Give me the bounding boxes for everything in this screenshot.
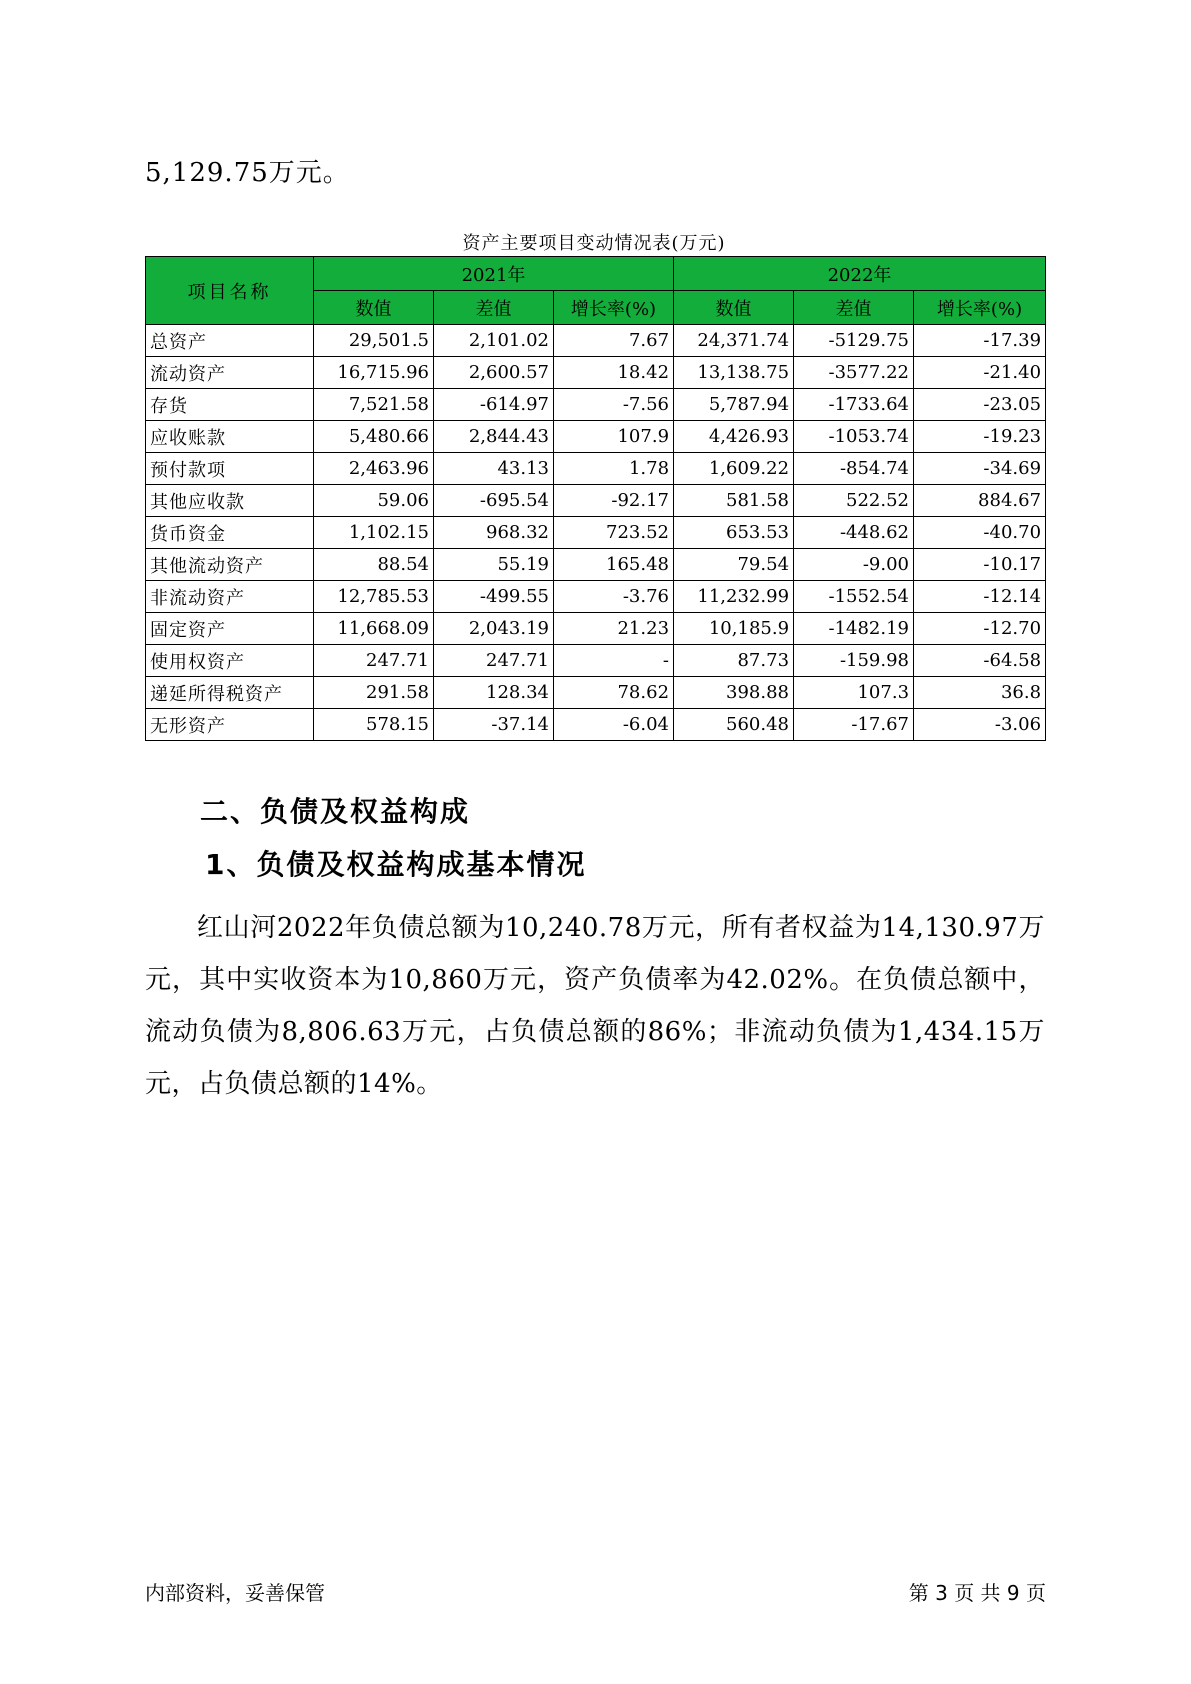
row-name: 存货 [146,389,314,421]
value-2022: 79.54 [674,549,794,581]
diff-2022: -159.98 [794,645,914,677]
value-2022: 13,138.75 [674,357,794,389]
table-row [146,325,1046,357]
diff-2021: 2,043.19 [434,613,554,645]
table-header-row-years [146,257,1046,291]
value-2022: 581.58 [674,485,794,517]
value-2021: 59.06 [314,485,434,517]
value-2021: 29,501.5 [314,325,434,357]
rate-2022: -34.69 [914,453,1046,485]
value-2022: 560.48 [674,709,794,741]
header-project-name: 项目名称 [146,257,314,325]
rate-2022: -23.05 [914,389,1046,421]
header-diff-2021: 差值 [434,291,554,325]
table-row [146,645,1046,677]
table-row [146,613,1046,645]
rate-2021: 21.23 [554,613,674,645]
table-row [146,357,1046,389]
value-2022: 653.53 [674,517,794,549]
rate-2021: -92.17 [554,485,674,517]
rate-2022: -3.06 [914,709,1046,741]
asset-change-table [145,256,1046,741]
row-name: 非流动资产 [146,581,314,613]
diff-2021: 2,844.43 [434,421,554,453]
rate-2022: -19.23 [914,421,1046,453]
table-row [146,389,1046,421]
diff-2021: 2,600.57 [434,357,554,389]
table-caption: 资产主要项目变动情况表(万元) [462,233,726,254]
diff-2022: 107.3 [794,677,914,709]
table-row [146,549,1046,581]
rate-2022: -10.17 [914,549,1046,581]
rate-2021: -7.56 [554,389,674,421]
value-2021: 247.71 [314,645,434,677]
header-year-2021: 2021年 [314,257,674,291]
rate-2022: 884.67 [914,485,1046,517]
table-row [146,709,1046,741]
rate-2022: -21.40 [914,357,1046,389]
value-2021: 5,480.66 [314,421,434,453]
value-2022: 4,426.93 [674,421,794,453]
row-name: 递延所得税资产 [146,677,314,709]
table-row [146,677,1046,709]
diff-2022: -17.67 [794,709,914,741]
diff-2021: 43.13 [434,453,554,485]
diff-2022: 522.52 [794,485,914,517]
table-row [146,453,1046,485]
diff-2022: -1053.74 [794,421,914,453]
rate-2021: -3.76 [554,581,674,613]
rate-2022: -17.39 [914,325,1046,357]
row-name: 流动资产 [146,357,314,389]
value-2022: 10,185.9 [674,613,794,645]
header-diff-2022: 差值 [794,291,914,325]
row-name: 其他应收款 [146,485,314,517]
body-paragraph: 红山河2022年负债总额为10,240.78万元，所有者权益为14,130.97万元，其中实收资本为10,860万元，资产负债率为42.02%。在负债总额中，流动负债为8,806.63万元，占负债总额的86%；非流动负债为1,434.15万元，占负债总额的14%。 [145,913,1045,1099]
row-name: 固定资产 [146,613,314,645]
header-value-2022: 数值 [674,291,794,325]
rate-2022: -40.70 [914,517,1046,549]
value-2021: 7,521.58 [314,389,434,421]
value-2021: 578.15 [314,709,434,741]
continuation-text: 5,129.75万元。 [145,158,350,188]
rate-2021: 7.67 [554,325,674,357]
value-2021: 11,668.09 [314,613,434,645]
diff-2022: -1733.64 [794,389,914,421]
diff-2021: -695.54 [434,485,554,517]
value-2022: 5,787.94 [674,389,794,421]
table-row [146,421,1046,453]
rate-2021: 165.48 [554,549,674,581]
row-name: 其他流动资产 [146,549,314,581]
diff-2022: -3577.22 [794,357,914,389]
diff-2022: -5129.75 [794,325,914,357]
rate-2022: -12.70 [914,613,1046,645]
value-2021: 88.54 [314,549,434,581]
rate-2021: 18.42 [554,357,674,389]
diff-2022: -1552.54 [794,581,914,613]
table-row [146,485,1046,517]
header-rate-2022: 增长率(%) [914,291,1046,325]
table-row [146,581,1046,613]
value-2021: 2,463.96 [314,453,434,485]
value-2021: 1,102.15 [314,517,434,549]
diff-2021: 55.19 [434,549,554,581]
footer-page-number: 第 3 页 共 9 页 [908,1581,1046,1605]
rate-2021: 1.78 [554,453,674,485]
value-2022: 24,371.74 [674,325,794,357]
rate-2021: 78.62 [554,677,674,709]
subsection-heading: 1、负债及权益构成基本情况 [205,848,587,881]
value-2022: 11,232.99 [674,581,794,613]
diff-2021: 247.71 [434,645,554,677]
rate-2021: -6.04 [554,709,674,741]
rate-2021: - [554,645,674,677]
diff-2021: 2,101.02 [434,325,554,357]
rate-2022: -12.14 [914,581,1046,613]
row-name: 货币资金 [146,517,314,549]
rate-2021: 723.52 [554,517,674,549]
value-2021: 12,785.53 [314,581,434,613]
table-row [146,517,1046,549]
rate-2022: 36.8 [914,677,1046,709]
diff-2021: -37.14 [434,709,554,741]
row-name: 应收账款 [146,421,314,453]
value-2022: 87.73 [674,645,794,677]
footer-confidential-note: 内部资料，妥善保管 [145,1581,325,1605]
header-year-2022: 2022年 [674,257,1046,291]
diff-2022: -1482.19 [794,613,914,645]
row-name: 无形资产 [146,709,314,741]
diff-2022: -9.00 [794,549,914,581]
value-2021: 16,715.96 [314,357,434,389]
header-value-2021: 数值 [314,291,434,325]
rate-2021: 107.9 [554,421,674,453]
value-2022: 398.88 [674,677,794,709]
diff-2021: 968.32 [434,517,554,549]
header-rate-2021: 增长率(%) [554,291,674,325]
row-name: 预付款项 [146,453,314,485]
rate-2022: -64.58 [914,645,1046,677]
section-heading: 二、负债及权益构成 [200,795,471,828]
diff-2022: -448.62 [794,517,914,549]
row-name: 使用权资产 [146,645,314,677]
value-2021: 291.58 [314,677,434,709]
diff-2021: -614.97 [434,389,554,421]
value-2022: 1,609.22 [674,453,794,485]
diff-2021: 128.34 [434,677,554,709]
diff-2021: -499.55 [434,581,554,613]
row-name: 总资产 [146,325,314,357]
diff-2022: -854.74 [794,453,914,485]
